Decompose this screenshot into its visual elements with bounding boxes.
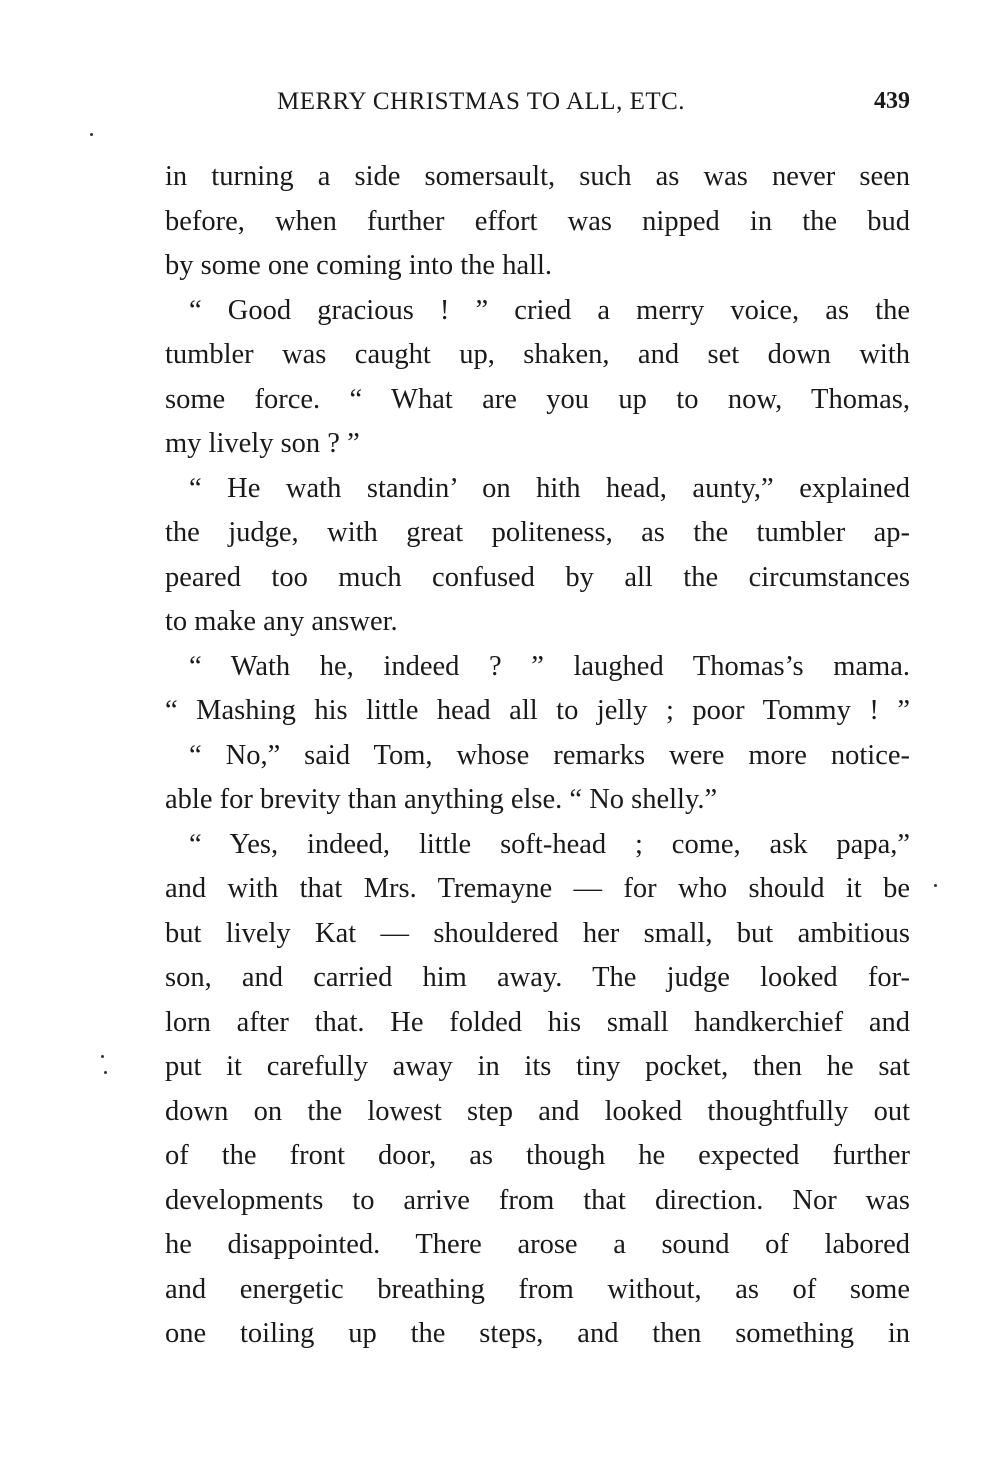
text-line: put it carefully away in its tiny pocket, then he sat [165, 1051, 910, 1082]
text-line: to make any answer. [165, 606, 398, 637]
text-line: “ Yes, indeed, little soft-head ; come, ask papa,” [189, 828, 910, 860]
running-title: MERRY CHRISTMAS TO ALL, ETC. [277, 88, 686, 115]
text-line: peared too much confused by all the circumstances [165, 561, 910, 593]
scan-speck [90, 133, 93, 136]
text-line: “ Wath he, indeed ? ” laughed Thomas’s mama. [189, 650, 910, 682]
text-line: “ No,” said Tom, whose remarks were more notice- [189, 739, 910, 771]
text-line: the judge, with great politeness, as the tumbler ap- [165, 517, 910, 548]
scan-speck [934, 884, 937, 887]
text-line: one toiling up the steps, and then something in [165, 1318, 910, 1349]
text-line: lorn after that. He folded his small handkerchief and [165, 1006, 910, 1038]
text-line: and with that Mrs. Tremayne — for who should it be [165, 873, 910, 904]
text-line: of the front door, as though he expected further [165, 1140, 910, 1171]
text-line: “ Mashing his little head all to jelly ; poor Tommy ! ” [165, 695, 910, 726]
text-line: able for brevity than anything else. “ No shelly.” [165, 784, 718, 815]
text-line: developments to arrive from that direction. Nor was [165, 1184, 910, 1216]
text-line: “ He wath standin’ on hith head, aunty,” explained [189, 472, 910, 504]
text-line: down on the lowest step and looked thoughtfully out [165, 1095, 910, 1127]
text-line: he disappointed. There arose a sound of labored [165, 1229, 910, 1260]
text-line: but lively Kat — shouldered her small, but ambitious [165, 917, 910, 949]
text-line: some force. “ What are you up to now, Thomas, [165, 383, 910, 415]
text-line: son, and carried him away. The judge looked for- [165, 962, 910, 993]
scan-speck [101, 1055, 104, 1058]
body-text [165, 155, 910, 1357]
text-line: my lively son ? ” [165, 428, 360, 459]
text-line: by some one coming into the hall. [165, 250, 553, 281]
text-line: tumbler was caught up, shaken, and set down with [165, 339, 910, 370]
running-head [165, 88, 910, 128]
text-line: “ Good gracious ! ” cried a merry voice, as the [189, 294, 910, 326]
text-line: and energetic breathing from without, as of some [165, 1273, 910, 1305]
text-line: in turning a side somersault, such as was never seen [165, 161, 910, 192]
text-line: before, when further effort was nipped in the bud [165, 205, 910, 237]
page-number: 439 [874, 88, 910, 114]
scan-speck [104, 1071, 107, 1074]
